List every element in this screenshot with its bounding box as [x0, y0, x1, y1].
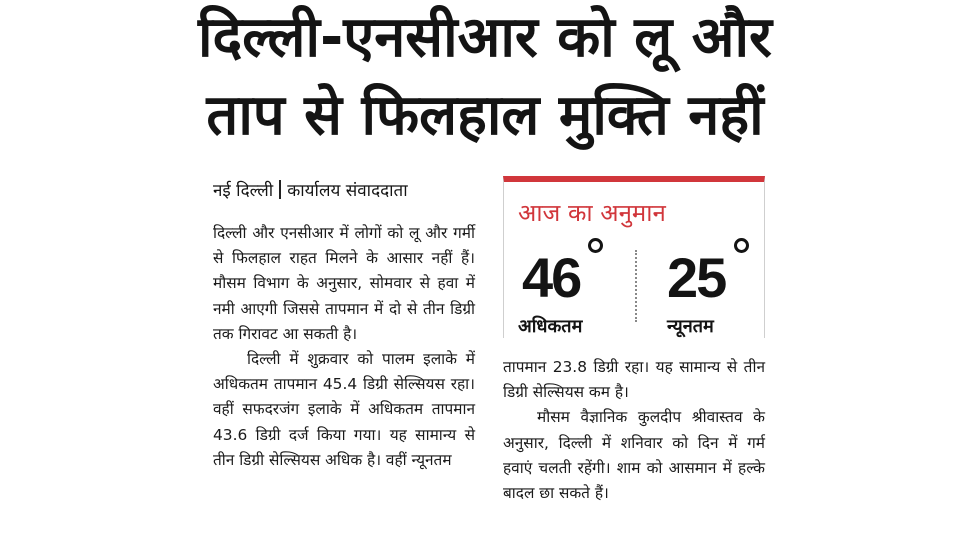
article-paragraph-3: तापमान 23.8 डिग्री रहा। यह सामान्य से तीन डिग्री सेल्सियस कम है।	[503, 358, 765, 402]
forecast-divider	[635, 250, 637, 322]
max-temperature-value: 46	[522, 246, 581, 309]
byline-reporter: कार्यालय संवाददाता	[287, 181, 408, 201]
article-column-right	[503, 355, 765, 506]
degree-icon	[588, 238, 603, 253]
article-paragraph-1: दिल्ली और एनसीआर में लोगों को लू और गर्मी से फिलहाल राहत मिलने के आसार नहीं हैं। मौसम विभाग के अनुसार, सोमवार से हवा में नमी आएगी जिससे तापमान में दो से तीन डिग्री तक गिरावट आ सकती है।	[213, 224, 475, 343]
byline-place: नई दिल्ली	[213, 181, 274, 201]
article-paragraph-2: दिल्ली में शुक्रवार को पालम इलाके में अधिकतम तापमान 45.4 डिग्री सेल्सियस रहा। वहीं सफदरजंग इलाके में अधिकतम तापमान 43.6 डिग्री दर्ज किया गया। यह सामान्य से तीन डिग्री सेल्सियस अधिक है। वहीं न्यूनतम	[213, 350, 475, 469]
headline-line-2: ताप से फिलहाल मुक्ति नहीं	[206, 83, 764, 148]
max-temperature-label: अधिकतम	[518, 316, 583, 337]
article-column-left	[213, 221, 475, 473]
min-temperature-value: 25	[667, 246, 726, 309]
byline	[213, 178, 408, 201]
forecast-title: आज का अनुमान	[518, 199, 666, 227]
degree-icon	[734, 238, 749, 253]
article-paragraph-4: मौसम वैज्ञानिक कुलदीप श्रीवास्तव के अनुसार, दिल्ली में शनिवार को दिन में गर्म हवाएं चलती रहेंगी। शाम को आसमान में हल्के बादल छा सकते हैं।	[503, 408, 765, 503]
headline-line-1: दिल्ली-एनसीआर को लू और	[198, 5, 772, 70]
forecast-box	[503, 176, 765, 338]
min-temperature-label: न्यूनतम	[667, 316, 714, 337]
byline-separator	[279, 180, 281, 199]
